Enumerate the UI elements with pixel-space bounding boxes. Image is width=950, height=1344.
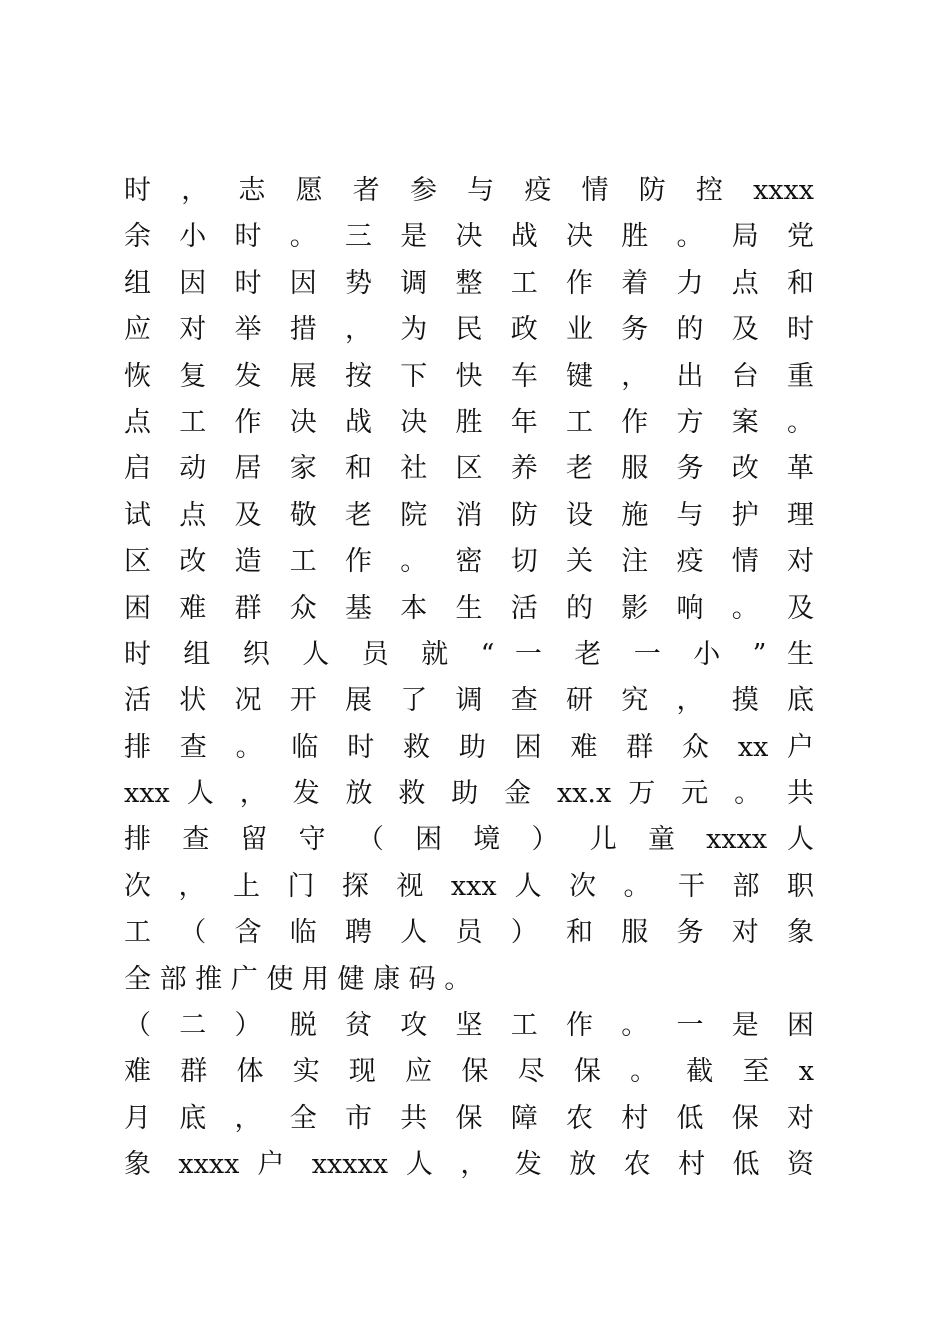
text-line-1: 时 ， 志 愿 者 参 与 疫 情 防 控 xxxx <box>124 175 814 206</box>
text-line-11: 时 组 织 人 员 就 “ 一 老 一 小 ” 生 <box>124 638 814 670</box>
text-line-6: 点 工 作 决 战 决 胜 年 工 作 方 案 。 <box>124 406 814 438</box>
text-line-19: （ 二 ） 脱 贫 攻 坚 工 作 。 一 是 困 <box>124 1010 814 1042</box>
text-line-7: 启 动 居 家 和 社 区 养 老 服 务 改 革 <box>124 453 814 485</box>
text-line-21: 月 底 ， 全 市 共 保 障 农 村 低 保 对 <box>124 1102 814 1134</box>
text-line-9: 区 改 造 工 作 。 密 切 关 注 疫 情 对 <box>124 546 814 578</box>
text-line-16: 次 ， 上 门 探 视 xxx 人 次 。 干 部 职 <box>124 870 814 902</box>
text-line-10: 困 难 群 众 基 本 生 活 的 影 响 。 及 <box>124 592 814 624</box>
text-line-13: 排 查 。 临 时 救 助 困 难 群 众 xx 户 <box>124 731 814 763</box>
body-text <box>124 168 814 1189</box>
text-line-17: 工 （ 含 临 聘 人 员 ） 和 服 务 对 象 <box>124 917 814 949</box>
text-line-18: 全 部 推 广 使 用 健 康 码 。 <box>124 963 472 995</box>
text-line-4: 应 对 举 措 ， 为 民 政 业 务 的 及 时 <box>124 314 814 346</box>
text-line-14: xxx 人 ， 发 放 救 助 金 xx.x 万 元 。 共 <box>124 778 814 810</box>
text-line-3: 组 因 时 因 势 调 整 工 作 着 力 点 和 <box>124 267 814 299</box>
text-line-12: 活 状 况 开 展 了 调 查 研 究 ， 摸 底 <box>124 685 814 717</box>
text-line-5: 恢 复 发 展 按 下 快 车 键 ， 出 台 重 <box>124 360 814 392</box>
text-line-8: 试 点 及 敬 老 院 消 防 设 施 与 护 理 <box>124 499 814 531</box>
text-line-20: 难 群 体 实 现 应 保 尽 保 。 截 至 x <box>124 1056 814 1088</box>
text-line-22: 象 xxxx 户 xxxxx 人 ， 发 放 农 村 低 资 <box>124 1149 814 1181</box>
text-line-15: 排 查 留 守 （ 困 境 ） 儿 童 xxxx 人 <box>124 824 814 856</box>
text-line-2: 余 小 时 。 三 是 决 战 决 胜 。 局 党 <box>124 221 814 253</box>
